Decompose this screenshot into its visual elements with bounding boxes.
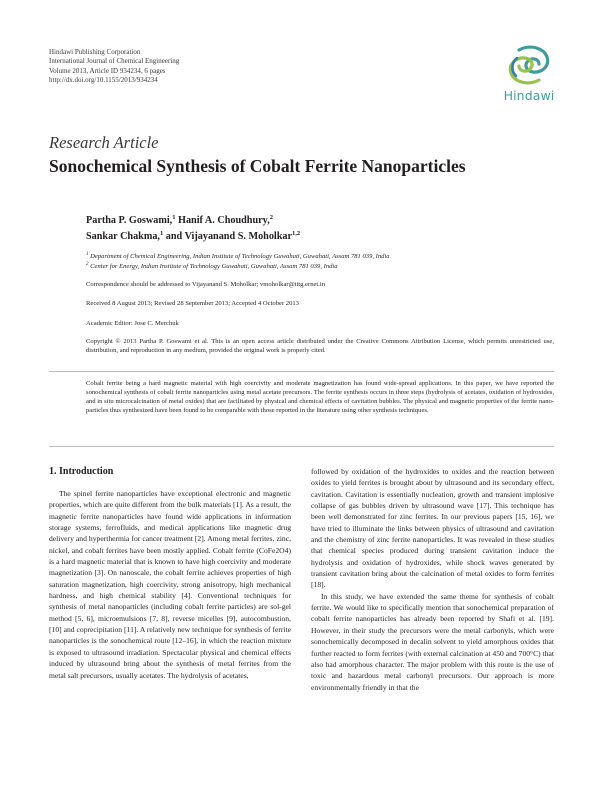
affiliation-mark: 2 — [86, 262, 89, 267]
hindawi-logo-icon — [506, 43, 552, 87]
author-name: Partha P. Goswami, — [86, 215, 173, 226]
affiliation-text: Department of Chemical Engineering, Indian Institute of Technology Guwahati, Guwahati, Assam 781 039, India — [90, 253, 390, 260]
paragraph: In this study, we have extended the same theme for synthesis of cobalt ferrite. We would like to specifically mention that sonochemical preparation of cobalt ferrite nanoparticles has already been reported by Shafi et al. [19]. However, in their study the precursors were the metal carbonyls, which were sonochemically decomposed in decalin solvent to yield amorphous oxides that further reacted to form ferrites (with external calcination at 450 and 700°C) that also had amorphous character. The major problem with this route is the use of toxic and hazardous metal carbonyl precursors. Our approach is more environmentally friendly in that the — [311, 591, 554, 692]
author-name: Sankar Chakma, — [86, 231, 160, 242]
academic-editor: Academic Editor: Jose C. Merchuk — [86, 320, 179, 327]
abstract: Cobalt ferrite being a hard magnetic material with high coercivity and moderate magnetization has found wide-spread applications. In this paper, we have reported the sonochemical synthesis of cobalt ferrite nanoparticles using metal acetate precursors. The ferrite synthesis occurs in three steps (hydrolysis of acetates, oxidation of hydroxides, and in situ microcalcination of metal oxides) that are facilitated by physical and chemical effects of cavitation bubbles. The physical and magnetic properties of the ferrite nano-particles thus synthesized have been found to be comparable with those reported in the literature using other synthesis techniques. — [86, 380, 554, 414]
copyright-notice: Copyright © 2013 Partha P. Goswami et al. This is an open access article distributed under the Creative Commons Attribution License, which permits unrestricted use, distribution, and reproduction in any medium, provided the original work is properly cited. — [86, 338, 554, 354]
section-heading: 1. Introduction — [49, 466, 114, 477]
hindawi-logo — [498, 43, 560, 108]
article-dates: Received 8 August 2013; Revised 28 September 2013; Accepted 4 October 2013 — [86, 300, 299, 307]
author-affiliation-mark: 1 — [172, 214, 176, 221]
paragraph: The spinel ferrite nanoparticles have exceptional electronic and magnetic properties, which are quite different from the bulk materials [1]. As a result, the magnetic ferrite nanoparticles have found wide applications in information storage systems, ferrofluids, and medical applications like magnetic drug delivery and hyperthermia for cancer treatment [2]. Among metal ferrites, zinc, nickel, and cobalt ferrites have been mostly applied. Cobalt ferrite (CoFe2O4) is a hard magnetic material that is known to have high coercivity and moderate magnetization [3]. On nanoscale, the cobalt ferrite achieves properties of high saturation magnetization, high coercivity, strong anisotropy, high mechanical hardness, and high chemical stability [4]. Conventional techniques for synthesis of metal nanoparticles (including cobalt ferrite particles) are sol-gel method [5, 6], microemulsions [7, 8], reverse micelles [9], autocombustion, [10] and coprecipitation [11]. A relatively new technique for synthesis of ferrite nanoparticles is the sonochemical route [12–16], in which the reaction mixture is exposed to ultrasound irradiation. Spectacular physical and chemical effects induced by ultrasound bring about the synthesis of metal ferrites from the metal salt precursors, usually acetates. The hydrolysis of acetates, — [49, 489, 291, 680]
author-list — [86, 211, 300, 243]
affiliation-mark: 1 — [86, 252, 89, 257]
author-line-1 — [86, 211, 300, 227]
left-column — [49, 488, 291, 681]
correspondence: Correspondence should be addressed to Vijayanand S. Moholkar; vmoholkar@iitg.ernet.in — [86, 281, 326, 288]
author-affiliation-mark: 1 — [159, 230, 164, 237]
journal-header — [49, 48, 179, 86]
hindawi-logo-text: Hindawi — [503, 88, 555, 103]
right-column — [311, 466, 554, 693]
volume-info: Volume 2013, Article ID 934234, 6 pages — [49, 66, 166, 75]
author-affiliation-mark: 1,2 — [292, 230, 301, 237]
journal-name: International Journal of Chemical Engineering — [49, 57, 180, 66]
divider — [49, 371, 554, 372]
paragraph: followed by oxidation of the hydroxides to oxides and the reaction between oxides to yield ferrites is brought about by ultrasound and its secondary effect, cavitation. Cavitation is essentially nucleation, growth and transient implosive collapse of gas bubbles driven by ultrasound wave [17]. This technique has been well demonstrated for zinc ferrites. In our previous papers [15, 16], we have tried to illuminate the links between physics of ultrasound and cavitation and the chemistry of zinc ferrite nanoparticles. It was revealed in these studies that chemical species produced during transient cavitation induce the hydrolysis and oxidation of hydroxides, while shock waves generated by transient cavitation bring about the calcination of metal oxides to form ferrites [18]. — [311, 467, 554, 590]
doi-link[interactable]: http://dx.doi.org/10.1155/2013/934234 — [49, 76, 158, 85]
divider — [49, 446, 554, 447]
author-name: and Vijayanand S. Moholkar — [163, 231, 293, 242]
publisher: Hindawi Publishing Corporation — [49, 48, 141, 56]
affiliation-2 — [86, 260, 554, 271]
article-type: Research Article — [49, 133, 159, 152]
affiliation-text: Center for Energy, Indian Institute of Technology Guwahati, Guwahati, Assam 781 039, India — [90, 263, 338, 270]
author-name: Hanif A. Choudhury, — [175, 215, 270, 226]
paper-title: Sonochemical Synthesis of Cobalt Ferrite Nanoparticles — [49, 156, 466, 176]
author-line-2 — [86, 227, 300, 243]
author-affiliation-mark: 2 — [269, 214, 273, 221]
